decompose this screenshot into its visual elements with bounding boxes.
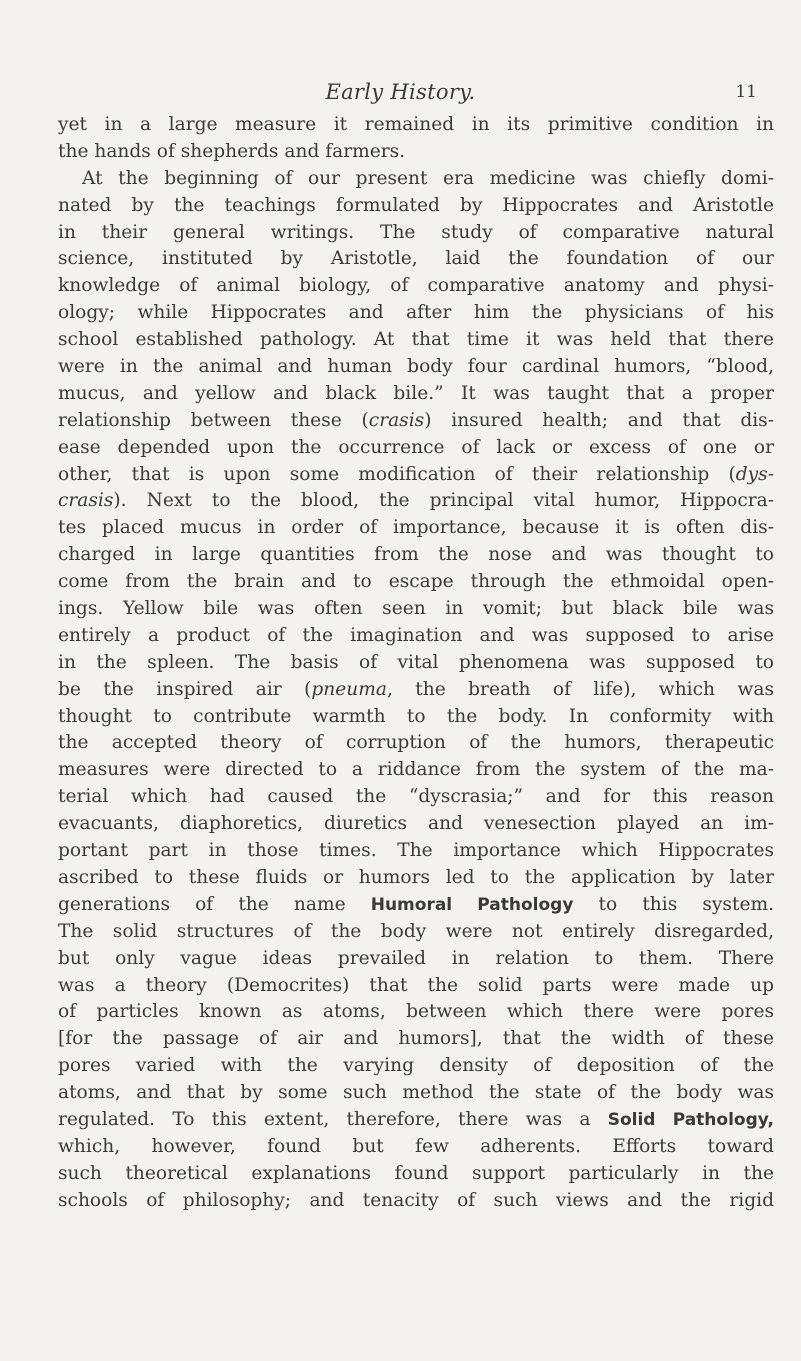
italic-term: dys- [735,463,774,485]
text-run: relationship between these ( [58,409,369,431]
text-run: nated by the teachings formulated by Hippocrates and Aristotle [58,194,774,216]
text-run: evacuants, diaphoretics, diuretics and venesection played an im- [58,813,774,835]
text-line [58,596,774,623]
text-run: was a theory (Democrites) that the solid parts were made up [58,974,774,996]
text-line [58,757,774,784]
text-line [58,1053,774,1080]
text-line [58,246,774,273]
text-run: the accepted theory of corruption of the humors, therapeutic [58,732,774,754]
text-run: yet in a large measure it remained in its primitive condition in [58,114,774,135]
text-run: generations of the name [58,893,371,915]
text-line [58,999,774,1026]
text-run: ings. Yellow bile was often seen in vomit; but black bile was [58,598,774,620]
text-run: which, however, found but few adherents. Efforts toward [58,1135,774,1157]
text-line [58,623,774,650]
text-run: At the beginning of our present era medicine was chiefly domi- [82,167,774,189]
text-run: , the breath of life), which was [386,678,774,700]
text-line [58,677,774,704]
text-run: regulated. To this extent, therefore, there was a [58,1108,608,1130]
text-run: ascribed to these fluids or humors led to the application by later [58,866,774,888]
text-run: mucus, and yellow and black bile.” It was taught that a proper [58,382,774,404]
text-run: ). Next to the blood, the principal vital humor, Hippocra- [113,490,774,512]
text-line [58,462,774,489]
text-line [58,973,774,1000]
text-run: other, that is upon some modification of their relationship ( [58,463,736,485]
text-line [58,193,774,220]
text-run: terial which had caused the “dyscrasia;” and for this reason [58,786,774,808]
italic-term: crasis [368,409,425,431]
text-run: [for the passage of air and humors], that the width of these [58,1028,774,1050]
text-run: portant part in those times. The importance which Hippocrates [58,840,774,862]
text-run: The solid structures of the body were not entirely disregarded, [58,920,774,942]
text-line [58,569,774,596]
text-line [58,327,774,354]
text-run: entirely a product of the imagination and was supposed to arise [58,624,774,646]
text-run: school established pathology. At that time it was held that there [58,329,774,351]
text-line [58,515,774,542]
text-line [58,1107,774,1134]
text-run: ease depended upon the occurrence of lack or excess of one or [58,436,774,458]
text-run: of particles known as atoms, between which there were pores [58,1001,774,1023]
text-line [58,1134,774,1161]
text-line [58,273,774,300]
text-run: science, instituted by Aristotle, laid the foundation of our [58,248,774,270]
text-line [58,650,774,677]
text-line [58,220,774,247]
text-line [58,435,774,462]
text-line [58,408,774,435]
text-line [58,381,774,408]
text-line [58,166,774,193]
text-line [58,354,774,381]
text-run: such theoretical explanations found support particularly in the [58,1162,774,1184]
text-line [58,300,774,327]
text-line [58,542,774,569]
text-line [58,811,774,838]
bold-term: Humoral Pathology [370,894,574,915]
text-run: were in the animal and human body four cardinal humors, “blood, [58,356,774,378]
text-line [58,139,774,166]
text-run: measures were directed to a riddance from the system of the ma- [58,759,774,781]
text-run: the hands of shepherds and farmers. [58,140,406,162]
text-run: ) insured health; and that dis- [424,409,775,431]
text-run: to this system. [573,893,774,915]
text-run: ology; while Hippocrates and after him the physicians of his [58,302,774,324]
text-line [58,784,774,811]
text-run: be the inspired air ( [58,678,312,700]
body-text [58,112,774,1215]
text-line [58,865,774,892]
text-line [58,892,774,919]
page-header [0,80,801,116]
text-run: knowledge of animal biology, of comparative anatomy and physi- [58,275,774,297]
running-title: Early History. [325,80,476,104]
text-line [58,838,774,865]
text-line [58,1161,774,1188]
text-run: in the spleen. The basis of vital phenomena was supposed to [58,651,774,673]
text-run: pores varied with the varying density of deposition of the [58,1055,774,1077]
text-line [58,488,774,515]
text-run: charged in large quantities from the nose and was thought to [58,544,774,566]
text-line [58,1188,774,1215]
text-line [58,730,774,757]
text-line [58,1026,774,1053]
text-line [58,919,774,946]
text-run: thought to contribute warmth to the body. In conformity with [58,705,774,727]
italic-term: pneuma [311,678,387,700]
text-run: but only vague ideas prevailed in relation to them. There [58,947,774,969]
text-line [58,946,774,973]
page-number: 11 [735,82,757,102]
text-run: atoms, and that by some such method the state of the body was [58,1082,774,1104]
text-run: in their general writings. The study of comparative natural [58,221,774,243]
text-run: schools of philosophy; and tenacity of such views and the rigid [58,1189,774,1211]
text-line [58,704,774,731]
text-line [58,112,774,139]
text-line [58,1080,774,1107]
text-run: tes placed mucus in order of importance, because it is often dis- [58,517,774,539]
bold-term: Solid Pathology, [607,1109,774,1130]
italic-term: crasis [58,490,114,512]
text-run: come from the brain and to escape through the ethmoidal open- [58,571,774,593]
